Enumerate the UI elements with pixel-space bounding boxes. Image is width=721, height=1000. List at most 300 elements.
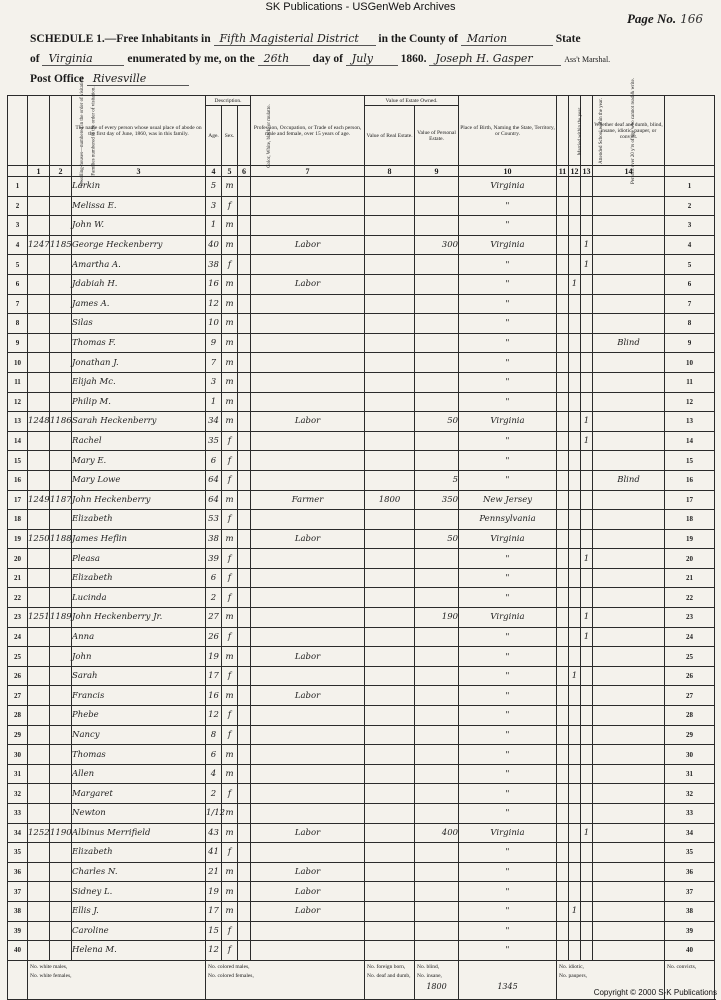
real-estate-cell — [365, 196, 415, 216]
personal-estate-cell — [415, 510, 459, 530]
color-cell — [238, 588, 251, 608]
married-cell — [557, 941, 569, 961]
line-number: 10 — [8, 353, 28, 373]
table-row — [8, 862, 715, 882]
family-number — [50, 862, 72, 882]
line-number-right: 31 — [665, 764, 715, 784]
birthplace-cell: " — [459, 901, 557, 921]
family-number — [50, 372, 72, 392]
school-cell — [569, 314, 581, 334]
school-cell — [569, 412, 581, 432]
school-cell — [569, 510, 581, 530]
school-cell — [569, 686, 581, 706]
married-cell — [557, 843, 569, 863]
schedule-title: SCHEDULE 1.—Free Inhabitants in — [30, 33, 211, 45]
family-number: 1190 — [50, 823, 72, 843]
real-estate-cell — [365, 764, 415, 784]
color-cell — [238, 235, 251, 255]
illiterate-cell — [581, 490, 593, 510]
family-number — [50, 921, 72, 941]
birthplace-cell: Virginia — [459, 823, 557, 843]
occupation-cell — [251, 255, 365, 275]
married-cell — [557, 627, 569, 647]
condition-cell — [593, 274, 665, 294]
dwelling-number — [28, 784, 50, 804]
birthplace-cell: " — [459, 647, 557, 667]
occupation-cell — [251, 549, 365, 569]
dwelling-number — [28, 255, 50, 275]
family-number: 1189 — [50, 608, 72, 628]
dwelling-number — [28, 177, 50, 197]
illiterate-cell — [581, 804, 593, 824]
condition-cell — [593, 314, 665, 334]
age-cell: 64 — [206, 470, 222, 490]
birthplace-cell: " — [459, 706, 557, 726]
married-cell — [557, 706, 569, 726]
school-cell — [569, 255, 581, 275]
school-cell: 1 — [569, 666, 581, 686]
personal-estate-cell — [415, 451, 459, 471]
family-number — [50, 627, 72, 647]
value-group-header: Value of Estate Owned. — [365, 96, 459, 106]
real-estate-cell — [365, 862, 415, 882]
line-number: 40 — [8, 941, 28, 961]
color-cell — [238, 882, 251, 902]
real-estate-cell — [365, 451, 415, 471]
col-header-illiterate: Persons over 20 y'rs of age who cannot read & write. — [581, 96, 593, 166]
real-estate-cell — [365, 568, 415, 588]
illiterate-cell — [581, 216, 593, 236]
person-name: Melissa E. — [72, 196, 206, 216]
school-cell — [569, 823, 581, 843]
married-cell — [557, 823, 569, 843]
total-white-females-label: No. white females, — [30, 972, 72, 979]
age-cell: 1 — [206, 216, 222, 236]
married-cell — [557, 529, 569, 549]
real-estate-cell: 1800 — [365, 490, 415, 510]
occupation-cell — [251, 431, 365, 451]
color-cell — [238, 568, 251, 588]
illiterate-cell — [581, 588, 593, 608]
person-name: Francis — [72, 686, 206, 706]
table-row — [8, 177, 715, 197]
school-cell — [569, 549, 581, 569]
real-estate-cell — [365, 686, 415, 706]
occupation-cell — [251, 941, 365, 961]
line-number-right: 6 — [665, 274, 715, 294]
occupation-cell — [251, 588, 365, 608]
person-name: John Heckenberry Jr. — [72, 608, 206, 628]
total-convicts-label: No. convicts, — [667, 963, 697, 970]
family-number — [50, 451, 72, 471]
person-name: Elizabeth — [72, 843, 206, 863]
enumerated-label: enumerated by me, on the — [127, 53, 255, 65]
person-name: James Heflin — [72, 529, 206, 549]
col-header-personal-estate: Value of Personal Estate. — [415, 106, 459, 166]
illiterate-cell — [581, 725, 593, 745]
birthplace-cell: New Jersey — [459, 490, 557, 510]
occupation-cell — [251, 392, 365, 412]
family-number — [50, 549, 72, 569]
school-cell — [569, 882, 581, 902]
line-number: 4 — [8, 235, 28, 255]
real-estate-cell — [365, 921, 415, 941]
dwelling-number — [28, 510, 50, 530]
marshal-signature: Joseph H. Gasper — [429, 52, 561, 66]
person-name: John — [72, 647, 206, 667]
married-cell — [557, 177, 569, 197]
occupation-cell: Farmer — [251, 490, 365, 510]
person-name: Charles N. — [72, 862, 206, 882]
age-cell: 27 — [206, 608, 222, 628]
age-cell: 2 — [206, 588, 222, 608]
col-header-dwelling: Dwelling-houses—numbered in the order of visitation. — [28, 96, 50, 166]
page-number-value: 166 — [680, 12, 703, 26]
condition-cell — [593, 549, 665, 569]
family-number — [50, 941, 72, 961]
school-cell — [569, 608, 581, 628]
table-row — [8, 353, 715, 373]
condition-cell — [593, 196, 665, 216]
line-number-right: 18 — [665, 510, 715, 530]
dwelling-number — [28, 333, 50, 353]
personal-estate-cell — [415, 784, 459, 804]
occupation-cell: Labor — [251, 274, 365, 294]
table-row — [8, 686, 715, 706]
dwelling-number — [28, 353, 50, 373]
school-cell — [569, 353, 581, 373]
personal-estate-cell: 190 — [415, 608, 459, 628]
table-row — [8, 627, 715, 647]
line-number: 23 — [8, 608, 28, 628]
occupation-cell — [251, 921, 365, 941]
col-header-condition: Whether deaf and dumb, blind, insane, idiotic, pauper, or convict. — [593, 96, 665, 166]
line-number-right: 12 — [665, 392, 715, 412]
color-cell — [238, 843, 251, 863]
real-estate-cell — [365, 314, 415, 334]
sex-cell: f — [222, 921, 238, 941]
personal-estate-cell: 300 — [415, 235, 459, 255]
line-number-right: 32 — [665, 784, 715, 804]
sex-cell: m — [222, 804, 238, 824]
county-label: in the County of — [378, 33, 458, 45]
person-name: Mary Lowe — [72, 470, 206, 490]
line-number: 12 — [8, 392, 28, 412]
col-header-color: Color, White, black, or mulatto. — [238, 106, 251, 166]
dwelling-number: 1247 — [28, 235, 50, 255]
line-number: 22 — [8, 588, 28, 608]
condition-cell — [593, 412, 665, 432]
real-estate-cell — [365, 372, 415, 392]
illiterate-cell — [581, 294, 593, 314]
real-estate-cell — [365, 216, 415, 236]
age-cell: 64 — [206, 490, 222, 510]
color-cell — [238, 274, 251, 294]
dwelling-number — [28, 549, 50, 569]
real-estate-cell — [365, 608, 415, 628]
sex-cell: m — [222, 353, 238, 373]
line-number-right: 37 — [665, 882, 715, 902]
occupation-cell — [251, 177, 365, 197]
line-number: 3 — [8, 216, 28, 236]
illiterate-cell — [581, 745, 593, 765]
line-number-right: 28 — [665, 706, 715, 726]
occupation-cell — [251, 706, 365, 726]
married-cell — [557, 686, 569, 706]
line-number: 2 — [8, 196, 28, 216]
day-label: day of — [312, 53, 343, 65]
line-number: 25 — [8, 647, 28, 667]
col-header-birthplace: Place of Birth, Naming the State, Territory, or Country. — [459, 96, 557, 166]
age-cell: 40 — [206, 235, 222, 255]
married-cell — [557, 745, 569, 765]
line-number-right: 9 — [665, 333, 715, 353]
married-cell — [557, 568, 569, 588]
table-row — [8, 725, 715, 745]
condition-cell — [593, 216, 665, 236]
person-name: Jdabiah H. — [72, 274, 206, 294]
age-cell: 19 — [206, 882, 222, 902]
table-row — [8, 647, 715, 667]
illiterate-cell — [581, 510, 593, 530]
color-cell — [238, 745, 251, 765]
personal-estate-cell — [415, 901, 459, 921]
married-cell — [557, 412, 569, 432]
family-number — [50, 510, 72, 530]
condition-cell — [593, 666, 665, 686]
person-name: Philip M. — [72, 392, 206, 412]
sex-cell: m — [222, 412, 238, 432]
color-cell — [238, 451, 251, 471]
school-cell — [569, 196, 581, 216]
family-number — [50, 177, 72, 197]
real-estate-cell — [365, 804, 415, 824]
person-name: Nancy — [72, 725, 206, 745]
table-row — [8, 549, 715, 569]
age-cell: 6 — [206, 451, 222, 471]
school-cell — [569, 862, 581, 882]
school-cell — [569, 804, 581, 824]
age-cell: 12 — [206, 294, 222, 314]
color-cell — [238, 294, 251, 314]
condition-cell — [593, 255, 665, 275]
personal-estate-cell — [415, 745, 459, 765]
school-cell — [569, 843, 581, 863]
color-cell — [238, 412, 251, 432]
condition-cell — [593, 843, 665, 863]
school-cell — [569, 529, 581, 549]
sex-cell: m — [222, 372, 238, 392]
table-row — [8, 235, 715, 255]
sex-cell: m — [222, 235, 238, 255]
personal-estate-cell — [415, 196, 459, 216]
family-number — [50, 706, 72, 726]
condition-cell — [593, 804, 665, 824]
age-cell: 17 — [206, 666, 222, 686]
marshal-label: Ass't Marshal. — [564, 55, 611, 64]
line-number-right: 10 — [665, 353, 715, 373]
line-number: 29 — [8, 725, 28, 745]
age-cell: 39 — [206, 549, 222, 569]
real-estate-cell — [365, 843, 415, 863]
col-header-age: Age. — [206, 106, 222, 166]
col-header-married: Married within the year. — [557, 96, 569, 166]
table-row — [8, 843, 715, 863]
personal-estate-cell: 50 — [415, 529, 459, 549]
sex-cell: f — [222, 941, 238, 961]
post-office-value: Rivesville — [87, 72, 189, 86]
dwelling-number — [28, 901, 50, 921]
person-name: Anna — [72, 627, 206, 647]
occupation-cell — [251, 294, 365, 314]
sex-cell: f — [222, 784, 238, 804]
table-row — [8, 823, 715, 843]
dwelling-number — [28, 706, 50, 726]
dwelling-number — [28, 274, 50, 294]
married-cell — [557, 470, 569, 490]
birthplace-cell: " — [459, 392, 557, 412]
occupation-cell: Labor — [251, 686, 365, 706]
col-header-sex: Sex. — [222, 106, 238, 166]
col-header-family: Families numbered in the order of visitation. — [50, 96, 72, 166]
line-number: 27 — [8, 686, 28, 706]
dwelling-number — [28, 451, 50, 471]
line-number: 30 — [8, 745, 28, 765]
illiterate-cell: 1 — [581, 255, 593, 275]
table-row — [8, 451, 715, 471]
line-number: 32 — [8, 784, 28, 804]
sex-cell: m — [222, 862, 238, 882]
birthplace-cell: Virginia — [459, 177, 557, 197]
line-number-right: 4 — [665, 235, 715, 255]
real-estate-cell — [365, 666, 415, 686]
line-number-right: 17 — [665, 490, 715, 510]
color-cell — [238, 804, 251, 824]
real-estate-cell — [365, 901, 415, 921]
personal-estate-cell — [415, 725, 459, 745]
personal-estate-cell — [415, 353, 459, 373]
family-number — [50, 882, 72, 902]
dwelling-number — [28, 745, 50, 765]
table-row — [8, 372, 715, 392]
age-cell: 3 — [206, 196, 222, 216]
dwelling-number: 1249 — [28, 490, 50, 510]
table-row — [8, 216, 715, 236]
married-cell — [557, 235, 569, 255]
illiterate-cell — [581, 196, 593, 216]
page-number-label: Page No. — [626, 11, 677, 26]
line-number-right: 35 — [665, 843, 715, 863]
personal-estate-cell — [415, 255, 459, 275]
dwelling-number — [28, 764, 50, 784]
illiterate-cell — [581, 666, 593, 686]
dwelling-number — [28, 882, 50, 902]
table-row — [8, 921, 715, 941]
illiterate-cell: 1 — [581, 412, 593, 432]
color-cell — [238, 901, 251, 921]
age-cell: 19 — [206, 647, 222, 667]
color-cell — [238, 686, 251, 706]
family-number: 1185 — [50, 235, 72, 255]
personal-estate-cell — [415, 333, 459, 353]
school-cell — [569, 627, 581, 647]
illiterate-cell — [581, 764, 593, 784]
married-cell — [557, 510, 569, 530]
personal-estate-cell — [415, 921, 459, 941]
table-row — [8, 901, 715, 921]
total-colored-males-label: No. colored males, — [208, 963, 250, 970]
total-blind-label: No. blind, — [417, 963, 440, 970]
age-cell: 17 — [206, 901, 222, 921]
person-name: Helena M. — [72, 941, 206, 961]
table-row — [8, 529, 715, 549]
line-number-right: 2 — [665, 196, 715, 216]
color-cell — [238, 216, 251, 236]
color-cell — [238, 372, 251, 392]
state-value: Virginia — [42, 52, 124, 66]
condition-cell — [593, 431, 665, 451]
person-name: Elizabeth — [72, 568, 206, 588]
table-row — [8, 333, 715, 353]
line-number-right: 26 — [665, 666, 715, 686]
real-estate-cell — [365, 470, 415, 490]
dwelling-number: 1248 — [28, 412, 50, 432]
sex-cell: f — [222, 706, 238, 726]
line-number-right: 14 — [665, 431, 715, 451]
color-cell — [238, 647, 251, 667]
month-value: July — [346, 52, 398, 66]
color-cell — [238, 941, 251, 961]
family-number — [50, 255, 72, 275]
color-cell — [238, 314, 251, 334]
sex-cell: f — [222, 843, 238, 863]
birthplace-cell: " — [459, 941, 557, 961]
line-number: 20 — [8, 549, 28, 569]
line-number: 18 — [8, 510, 28, 530]
total-white-males-label: No. white males, — [30, 963, 68, 970]
age-cell: 41 — [206, 843, 222, 863]
illiterate-cell: 1 — [581, 627, 593, 647]
school-cell — [569, 177, 581, 197]
sex-cell: f — [222, 666, 238, 686]
illiterate-cell: 1 — [581, 549, 593, 569]
line-number-right: 19 — [665, 529, 715, 549]
family-number — [50, 686, 72, 706]
line-number-right: 25 — [665, 647, 715, 667]
color-cell — [238, 608, 251, 628]
personal-estate-cell — [415, 627, 459, 647]
color-cell — [238, 392, 251, 412]
personal-estate-cell — [415, 666, 459, 686]
condition-cell — [593, 745, 665, 765]
table-row — [8, 804, 715, 824]
occupation-cell — [251, 666, 365, 686]
table-row — [8, 666, 715, 686]
sex-cell: f — [222, 588, 238, 608]
condition-cell — [593, 823, 665, 843]
person-name: Rachel — [72, 431, 206, 451]
line-number: 14 — [8, 431, 28, 451]
married-cell — [557, 431, 569, 451]
sex-cell: m — [222, 294, 238, 314]
age-cell: 10 — [206, 314, 222, 334]
person-name: Ellis J. — [72, 901, 206, 921]
age-cell: 35 — [206, 431, 222, 451]
personal-estate-cell — [415, 294, 459, 314]
dwelling-number — [28, 196, 50, 216]
occupation-cell — [251, 510, 365, 530]
age-cell: 26 — [206, 627, 222, 647]
